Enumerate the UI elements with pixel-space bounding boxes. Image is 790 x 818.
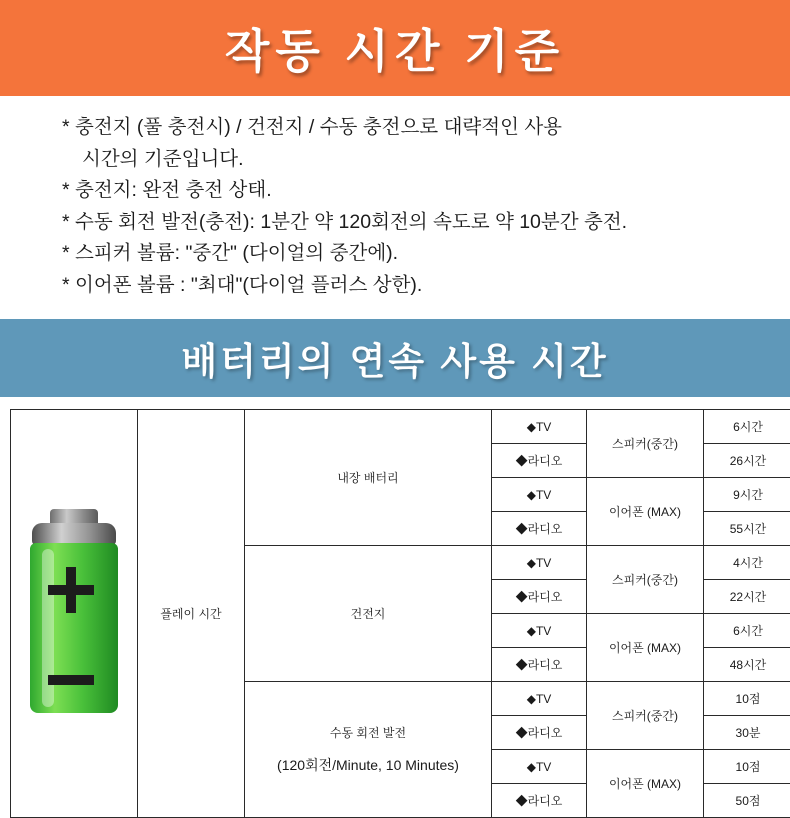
note-line: * 수동 회전 발전(충전): 1분간 약 120회전의 속도로 약 10분간 충전. xyxy=(0,207,790,239)
source-dry-cell: 건전지 xyxy=(245,546,492,682)
output-cell: 스피커(중간) xyxy=(587,546,704,614)
note-line: * 충전지 (풀 충전시) / 건전지 / 수동 충전으로 대략적인 사용 xyxy=(0,112,790,144)
time-cell: 10점 xyxy=(704,750,790,784)
runtime-table-wrapper xyxy=(0,397,790,818)
time-cell: 22시간 xyxy=(704,580,790,614)
banner-operating-time xyxy=(0,0,790,96)
play-time-label: 플레이 시간 xyxy=(138,410,245,818)
time-cell: 30분 xyxy=(704,716,790,750)
output-cell: 이어폰 (MAX) xyxy=(587,750,704,818)
source-hand-crank xyxy=(245,682,492,818)
mode-cell: ◆라디오 xyxy=(492,444,587,478)
time-cell: 10점 xyxy=(704,682,790,716)
time-cell: 6시간 xyxy=(704,410,790,444)
output-cell: 이어폰 (MAX) xyxy=(587,614,704,682)
mode-cell: ◆TV xyxy=(492,614,587,648)
battery-plus-icon xyxy=(48,585,94,595)
mode-cell: ◆라디오 xyxy=(492,512,587,546)
mode-cell: ◆라디오 xyxy=(492,784,587,818)
source-hand-crank-sub: (120회전/Minute, 10 Minutes) xyxy=(248,755,488,775)
mode-cell: ◆TV xyxy=(492,410,587,444)
battery-minus-icon xyxy=(48,675,94,685)
mode-cell: ◆라디오 xyxy=(492,580,587,614)
note-line: 시간의 기준입니다. xyxy=(0,144,790,176)
output-cell: 스피커(중간) xyxy=(587,410,704,478)
output-cell: 스피커(중간) xyxy=(587,682,704,750)
banner-bottom-title: 배터리의 연속 사용 시간 xyxy=(181,331,608,385)
banner-top-title: 작동 시간 기준 xyxy=(225,15,565,81)
battery-illustration-cell xyxy=(11,410,138,818)
battery-shoulder xyxy=(32,523,116,545)
time-cell: 48시간 xyxy=(704,648,790,682)
source-internal-battery: 내장 배터리 xyxy=(245,410,492,546)
output-cell: 이어폰 (MAX) xyxy=(587,478,704,546)
banner-battery-runtime xyxy=(0,319,790,397)
time-cell: 4시간 xyxy=(704,546,790,580)
time-cell: 50점 xyxy=(704,784,790,818)
note-line: * 스피커 볼륨: "중간" (다이얼의 중간에). xyxy=(0,238,790,270)
table-row xyxy=(11,410,790,444)
mode-cell: ◆TV xyxy=(492,750,587,784)
note-line: * 이어폰 볼륨 : "최대"(다이얼 플러스 상한). xyxy=(0,270,790,302)
notes-section xyxy=(0,96,790,311)
time-cell: 9시간 xyxy=(704,478,790,512)
battery-icon xyxy=(24,509,124,719)
time-cell: 6시간 xyxy=(704,614,790,648)
note-line: * 충전지: 완전 충전 상태. xyxy=(0,175,790,207)
mode-cell: ◆라디오 xyxy=(492,648,587,682)
mode-cell: ◆라디오 xyxy=(492,716,587,750)
runtime-table xyxy=(10,409,790,818)
time-cell: 26시간 xyxy=(704,444,790,478)
mode-cell: ◆TV xyxy=(492,546,587,580)
mode-cell: ◆TV xyxy=(492,478,587,512)
mode-cell: ◆TV xyxy=(492,682,587,716)
source-hand-crank-label: 수동 회전 발전 xyxy=(330,726,406,740)
time-cell: 55시간 xyxy=(704,512,790,546)
